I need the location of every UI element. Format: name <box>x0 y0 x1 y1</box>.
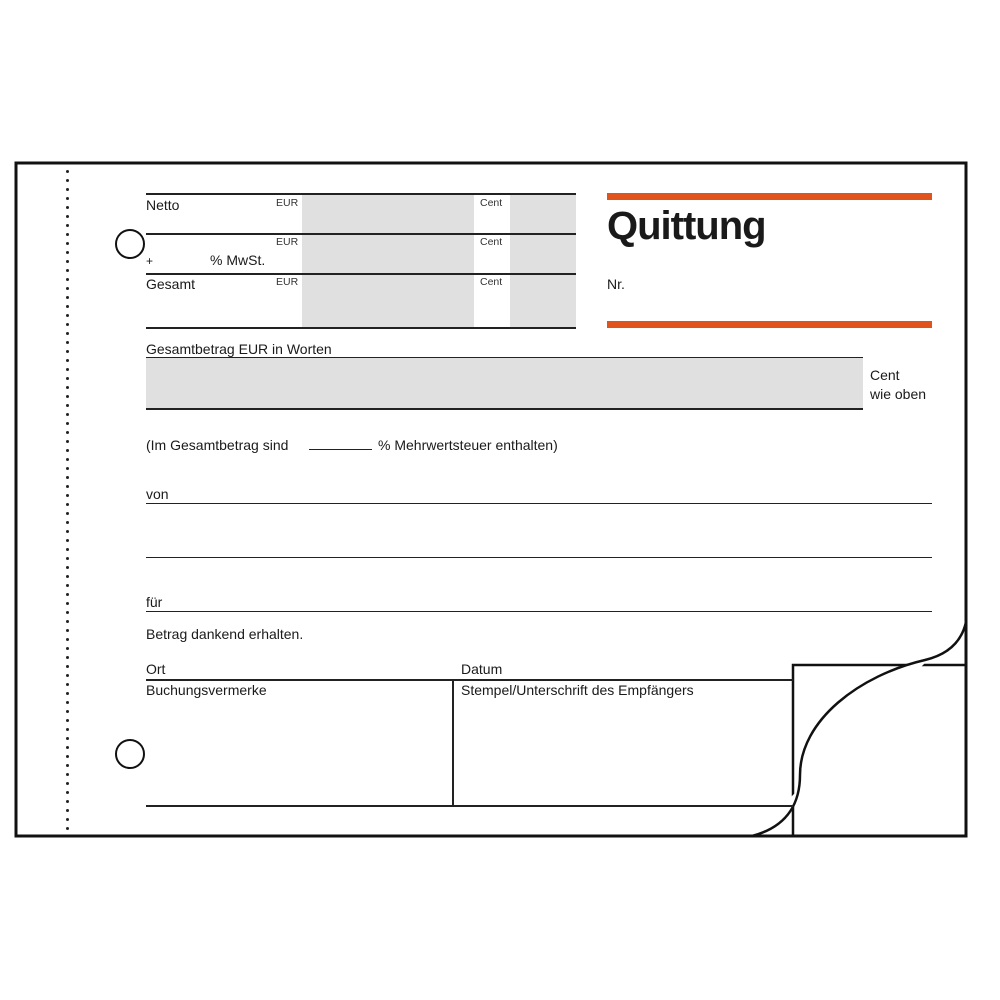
perforation-dot <box>66 818 69 821</box>
perforation-dot <box>66 737 69 740</box>
perforation-dot <box>66 575 69 578</box>
perforation-dot <box>66 359 69 362</box>
netto-cent-label: Cent <box>480 197 503 209</box>
perforation-dot <box>66 521 69 524</box>
words-label: Gesamtbetrag EUR in Worten <box>146 341 332 357</box>
perforation-dot <box>66 638 69 641</box>
perforation-dot <box>66 251 69 254</box>
perforation-dot <box>66 215 69 218</box>
perforation-dot <box>66 566 69 569</box>
perforation-dot <box>66 224 69 227</box>
mwst-label: % MwSt. <box>210 252 266 268</box>
cent-field-column <box>510 195 576 327</box>
perforation-dot <box>66 332 69 335</box>
perforation-dot <box>66 242 69 245</box>
perforation-dot <box>66 341 69 344</box>
perforation-dot <box>66 440 69 443</box>
ort-label: Ort <box>146 661 166 677</box>
perforation-dot <box>66 746 69 749</box>
fuer-label: für <box>146 594 163 610</box>
perforation-dot <box>66 179 69 182</box>
perforation-dot <box>66 314 69 317</box>
gesamt-label: Gesamt <box>146 276 196 292</box>
perforation-dot <box>66 530 69 533</box>
perforation-dot <box>66 278 69 281</box>
words-bottom-line <box>146 408 863 410</box>
bottom-box-divider <box>452 679 454 806</box>
perforation-dot <box>66 233 69 236</box>
perforation-dot <box>66 377 69 380</box>
words-field <box>146 358 863 409</box>
perforation-dot <box>66 800 69 803</box>
perforation-dot <box>66 791 69 794</box>
perforation-dot <box>66 620 69 623</box>
mwst-cent-label: Cent <box>480 236 503 248</box>
perforation-dot <box>66 557 69 560</box>
bottom-box-line <box>146 805 793 807</box>
perforation-dot <box>66 188 69 191</box>
perforation-dot <box>66 476 69 479</box>
perforation-dot <box>66 287 69 290</box>
perforation-dot <box>66 539 69 542</box>
nr-label: Nr. <box>607 276 625 292</box>
perforation-dot <box>66 809 69 812</box>
perforation-dot <box>66 386 69 389</box>
perforation-dot <box>66 485 69 488</box>
perforation-dot <box>66 467 69 470</box>
perforation-dot <box>66 350 69 353</box>
perforation-dot <box>66 503 69 506</box>
perforation-dot <box>66 431 69 434</box>
perforation-dot <box>66 305 69 308</box>
perforation-dot <box>66 593 69 596</box>
von-line-2 <box>146 557 932 558</box>
received-text: Betrag dankend erhalten. <box>146 626 304 642</box>
mwst-eur-label: EUR <box>276 236 299 248</box>
perforation-dot <box>66 719 69 722</box>
mwst-row-line <box>146 273 576 275</box>
vat-note-suffix: % Mehrwertsteuer enthalten) <box>378 437 558 453</box>
perforation-dot <box>66 755 69 758</box>
punch-hole-bottom <box>115 739 145 769</box>
perforation-dot <box>66 422 69 425</box>
perforation-dot <box>66 782 69 785</box>
perforation-dot <box>66 683 69 686</box>
cent-wie-oben-line1: Cent <box>870 367 900 383</box>
perforation-dot <box>66 602 69 605</box>
gesamt-cent-label: Cent <box>480 276 503 288</box>
stempel-label: Stempel/Unterschrift des Empfängers <box>461 682 694 698</box>
perforation-dot <box>66 494 69 497</box>
plus-sign: + <box>146 254 154 268</box>
perforation-dot <box>66 584 69 587</box>
netto-eur-label: EUR <box>276 197 299 209</box>
perforation-dot <box>66 197 69 200</box>
perforation-dot <box>66 674 69 677</box>
perforation-dot <box>66 647 69 650</box>
perforation-dot <box>66 296 69 299</box>
netto-row-line <box>146 233 576 235</box>
vat-note-prefix: (Im Gesamtbetrag sind <box>146 437 289 453</box>
perforation-dot <box>66 512 69 515</box>
von-label: von <box>146 486 169 502</box>
cent-wie-oben-line2: wie oben <box>870 386 927 402</box>
perforation-dot <box>66 395 69 398</box>
perforation-dot <box>66 629 69 632</box>
table-bottom-line <box>146 327 576 329</box>
perforation-dot <box>66 269 69 272</box>
perforation-dot <box>66 260 69 263</box>
amount-table <box>146 193 576 329</box>
fuer-line <box>146 611 932 612</box>
perforation-dot <box>66 368 69 371</box>
perforation-dot <box>66 764 69 767</box>
perforation-dot <box>66 323 69 326</box>
netto-label: Netto <box>146 197 180 213</box>
perforation-dot <box>66 548 69 551</box>
gesamt-eur-label: EUR <box>276 276 299 288</box>
title-bar-top <box>607 193 932 200</box>
perforation-dot <box>66 170 69 173</box>
perforation-dot <box>66 665 69 668</box>
von-line <box>146 503 932 504</box>
perforation-dot <box>66 656 69 659</box>
perforation-dot <box>66 458 69 461</box>
perforation-dot <box>66 692 69 695</box>
perforation-dot <box>66 449 69 452</box>
buchung-label: Buchungsvermerke <box>146 682 267 698</box>
ort-datum-line <box>146 679 793 681</box>
datum-label: Datum <box>461 661 503 677</box>
perforation-dot <box>66 728 69 731</box>
perforation-dot <box>66 413 69 416</box>
words-top-line <box>146 357 863 358</box>
perforation-dot <box>66 710 69 713</box>
title-bar-bottom <box>607 321 932 328</box>
perforation-dot <box>66 206 69 209</box>
form-title: Quittung <box>607 204 766 248</box>
vat-percent-line <box>309 449 372 450</box>
perforation-dot <box>66 701 69 704</box>
perforation-dot <box>66 773 69 776</box>
perforation-dot <box>66 404 69 407</box>
eur-field-column <box>302 195 474 327</box>
perforation-dot <box>66 611 69 614</box>
punch-hole-top <box>115 229 145 259</box>
table-top-line <box>146 193 576 195</box>
perforation-dot <box>66 827 69 830</box>
